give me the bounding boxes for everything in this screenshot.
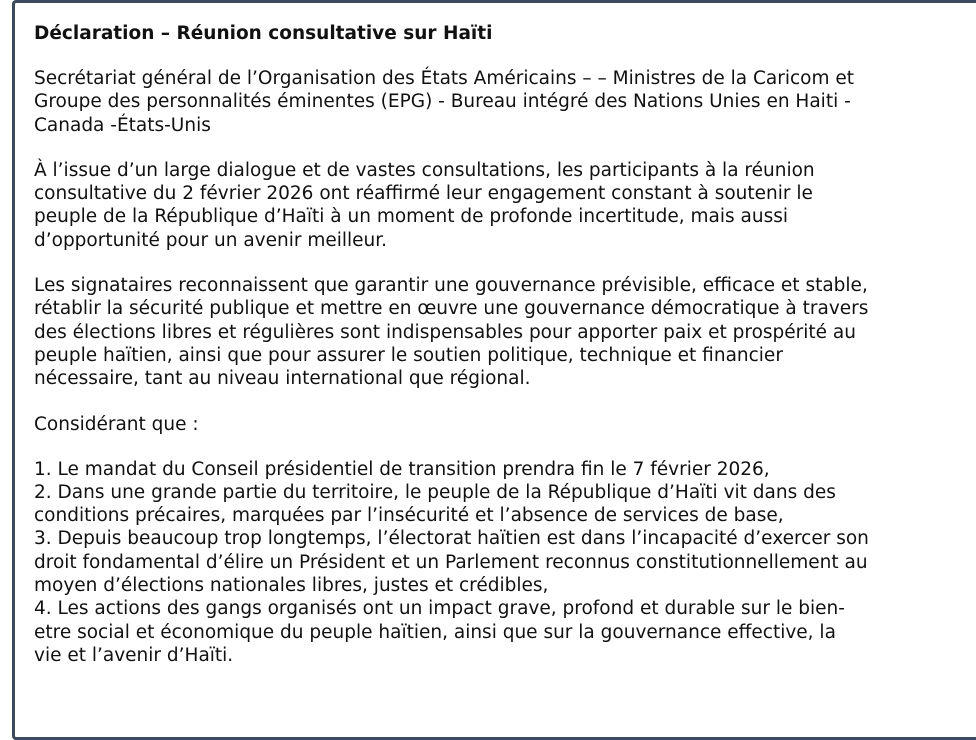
point-line: 2. Dans une grande partie du territoire, le peuple de la République d’Haïti vit dans des xyxy=(34,481,836,503)
signatories-line: rétablir la sécurité publique et mettre en œuvre une gouvernance démocratique à travers xyxy=(34,298,869,320)
point-line: moyen d’élections nationales libres, justes et crédibles, xyxy=(34,575,549,597)
participants-paragraph xyxy=(34,67,946,137)
participants-line: Secrétariat général de l’Organisation des États Américains – – Ministres de la Caricom et xyxy=(34,68,854,89)
point-line: 1. Le mandat du Conseil présidentiel de transition prendra fin le 7 février 2026, xyxy=(34,458,770,480)
intro-line: peuple de la République d’Haïti à un moment de profonde incertitude, mais aussi xyxy=(34,206,789,228)
signatories-line: peuple haïtien, ainsi que pour assurer le soutien politique, technique et financier xyxy=(34,344,783,366)
point-line: etre social et économique du peuple haïtien, ainsi que sur la gouvernance effective, la xyxy=(34,621,836,643)
intro-paragraph xyxy=(34,159,946,252)
point-line: 4. Les actions des gangs organisés ont un impact grave, profond et durable sur le bien- xyxy=(34,598,845,620)
intro-line: À l’issue d’un large dialogue et de vastes consultations, les participants à la réunion xyxy=(34,159,815,181)
statement-title: Déclaration – Réunion consultative sur Haïti xyxy=(34,23,493,44)
point-line: 3. Depuis beaucoup trop longtemps, l’électorat haïtien est dans l’incapacité d’exercer son xyxy=(34,528,869,550)
point-line: conditions précaires, marquées par l’insécurité et l’absence de services de base, xyxy=(34,505,784,527)
point-line: droit fondamental d’élire un Président et un Parlement reconnus constitutionnellement au xyxy=(34,551,868,573)
statement-document xyxy=(12,0,976,740)
signatories-line: des élections libres et régulières sont indispensables pour apporter paix et prospérité au xyxy=(34,321,856,343)
considering-label: Considérant que : xyxy=(34,413,199,435)
intro-line: d’opportunité pour un avenir meilleur. xyxy=(34,229,388,251)
points-list xyxy=(34,458,946,668)
signatories-line: Les signataires reconnaissent que garantir une gouvernance prévisible, efficace et stable, xyxy=(34,275,868,297)
point-line: vie et l’avenir d’Haïti. xyxy=(34,644,234,666)
participants-line: Canada -États-Unis xyxy=(34,114,211,136)
intro-line: consultative du 2 février 2026 ont réaffirmé leur engagement constant à soutenir le xyxy=(34,183,813,205)
signatories-line: nécessaire, tant au niveau international que régional. xyxy=(34,368,531,390)
signatories-paragraph xyxy=(34,274,946,390)
participants-line: Groupe des personnalités éminentes (EPG) - Bureau intégré des Nations Unies en Haiti - xyxy=(34,91,851,113)
